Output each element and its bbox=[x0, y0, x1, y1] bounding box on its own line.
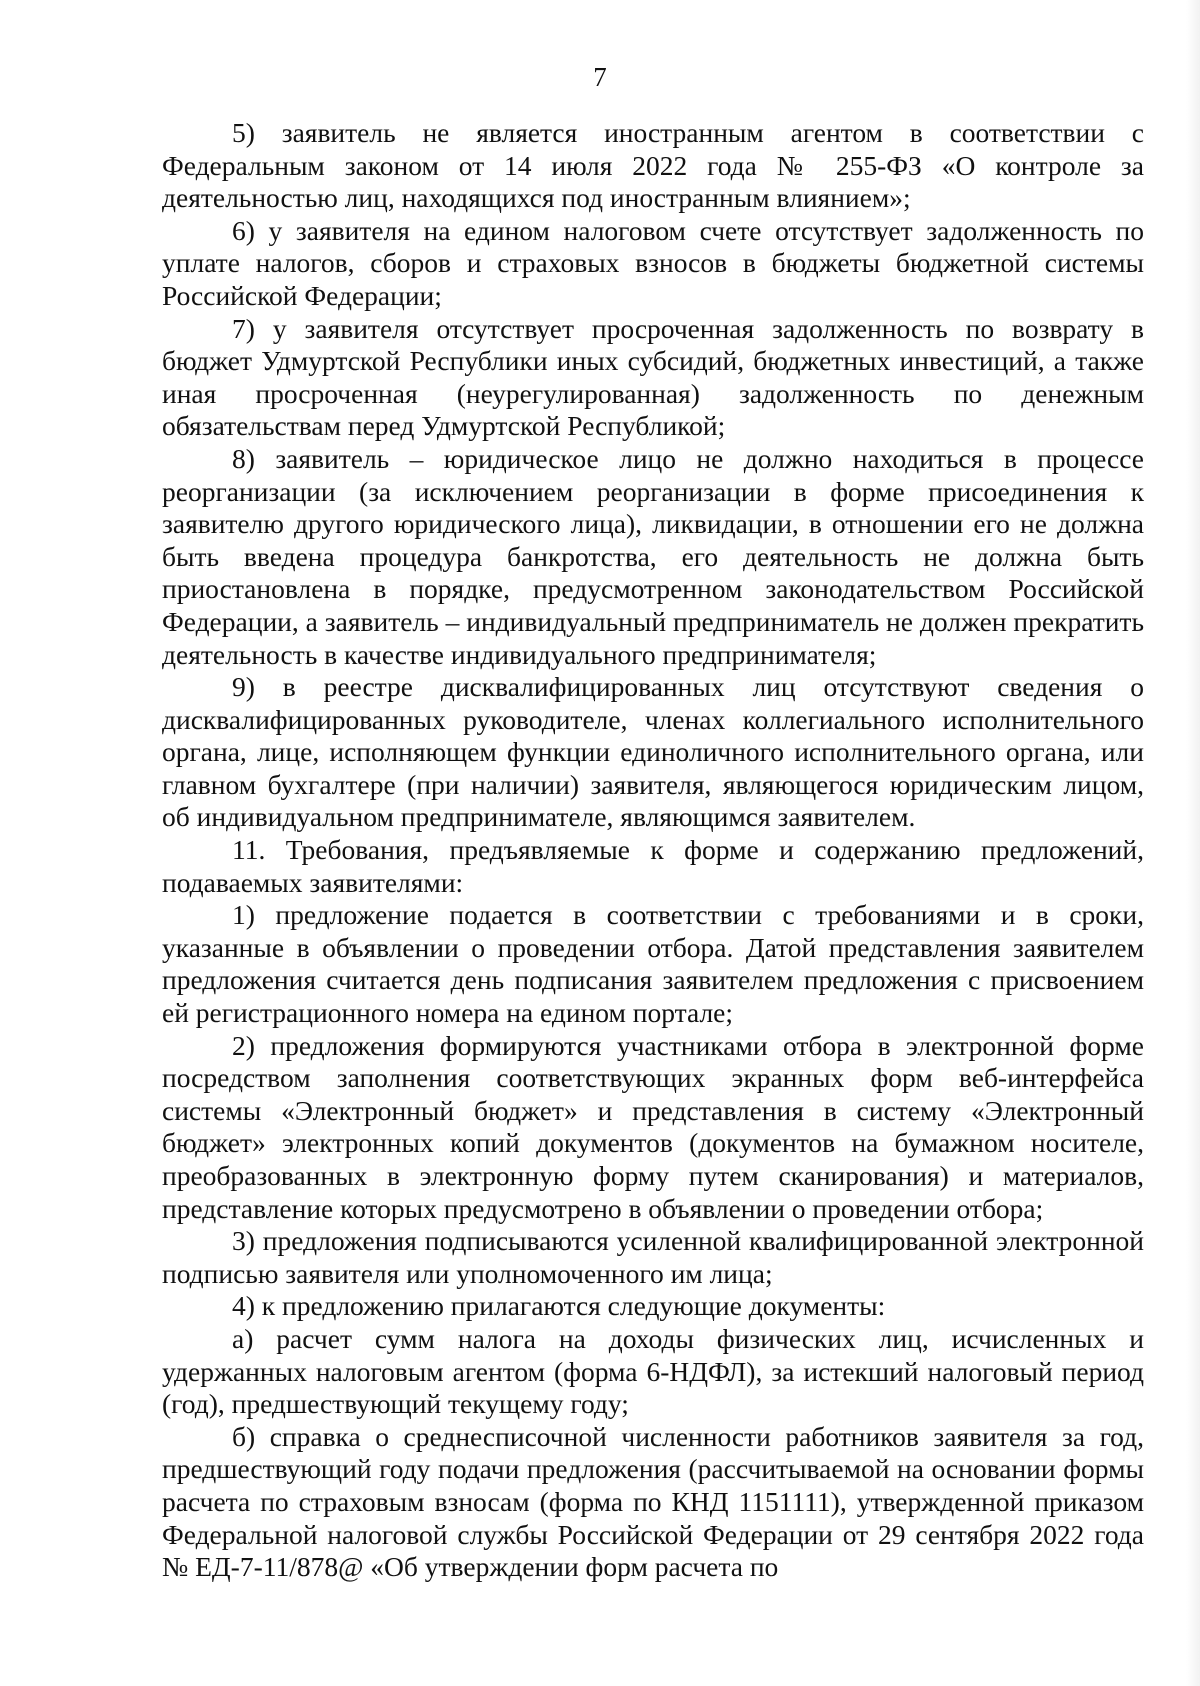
paragraph-item-7: 7) у заявителя отсутствует просроченная задолженность по возврату в бюджет Удмуртской Республики иных субсидий, бюджетных инвестиций, а также иная просроченная (неурегулированная) задолженность по денежным обязательствам перед Удмуртской Республикой; bbox=[162, 312, 1144, 442]
paragraph-subitem-1: 1) предложение подается в соответствии с требованиями и в сроки, указанные в объявлении о проведении отбора. Датой представления заявителем предложения считается день подписания заявителем предложения с присвоением ей регистрационного номера на едином портале; bbox=[162, 899, 1144, 1029]
paragraph-item-6: 6) у заявителя на едином налоговом счете отсутствует задолженность по уплате налогов, сборов и страховых взносов в бюджеты бюджетной системы Российской Федерации; bbox=[162, 214, 1144, 311]
document-body bbox=[162, 117, 1144, 1584]
paragraph-item-5: 5) заявитель не является иностранным агентом в соответствии с Федеральным законом от 14 июля 2022 года № 255-ФЗ «О контроле за деятельностью лиц, находящихся под иностранным влиянием»; bbox=[162, 117, 1144, 214]
paragraph-subitem-a: а) расчет сумм налога на доходы физических лиц, исчисленных и удержанных налоговым агентом (форма 6-НДФЛ), за истекший налоговый период (год), предшествующий текущему году; bbox=[162, 1322, 1144, 1420]
paragraph-subitem-3: 3) предложения подписываются усиленной квалифицированной электронной подписью заявителя или уполномоченного им лица; bbox=[162, 1225, 1144, 1289]
paragraph-section-11: 11. Требования, предъявляемые к форме и содержанию предложений, подаваемых заявителями: bbox=[162, 834, 1144, 898]
paragraph-item-9: 9) в реестре дисквалифицированных лиц отсутствуют сведения о дисквалифицированных руководителе, членах коллегиального исполнительного органа, лице, исполняющем функции единоличного исполнительного органа, или главном бухгалтере (при наличии) заявителя, являющегося юридическим лицом, об индивидуальном предпринимателе, являющимся заявителем. bbox=[162, 671, 1144, 833]
scan-edge-shadow bbox=[1186, 0, 1200, 1686]
paragraph-item-8: 8) заявитель – юридическое лицо не должно находиться в процессе реорганизации (за исключением реорганизации в форме присоединения к заявителю другого юридического лица), ликвидации, в отношении его не должна быть введена процедура банкротства, его деятельность не должна быть приостановлена в порядке, предусмотренном законодательством Российской Федерации, а заявитель – индивидуальный предприниматель не должен прекратить деятельность в качестве индивидуального предпринимателя; bbox=[162, 442, 1144, 670]
page-number: 7 bbox=[593, 62, 607, 92]
paragraph-subitem-4: 4) к предложению прилагаются следующие документы: bbox=[232, 1290, 886, 1322]
paragraph-subitem-2: 2) предложения формируются участниками отбора в электронной форме посредством заполнения соответствующих экранных форм веб-интерфейса системы «Электронный бюджет» и представления в систему «Электронный бюджет» электронных копий документов (документов на бумажном носителе, преобразованных в электронную форму путем сканирования) и материалов, представление которых предусмотрено в объявлении о проведении отбора; bbox=[162, 1029, 1144, 1224]
paragraph-subitem-b: б) справка о среднесписочной численности работников заявителя за год, предшествующий году подачи предложения (рассчитываемой на основании формы расчета по страховым взносам (форма по КНД 1151111), утвержденной приказом Федеральной налоговой службы Российской Федерации от 29 сентября 2022 года № ЕД-7-11/878@ «Об утверждении форм расчета по bbox=[162, 1420, 1144, 1583]
